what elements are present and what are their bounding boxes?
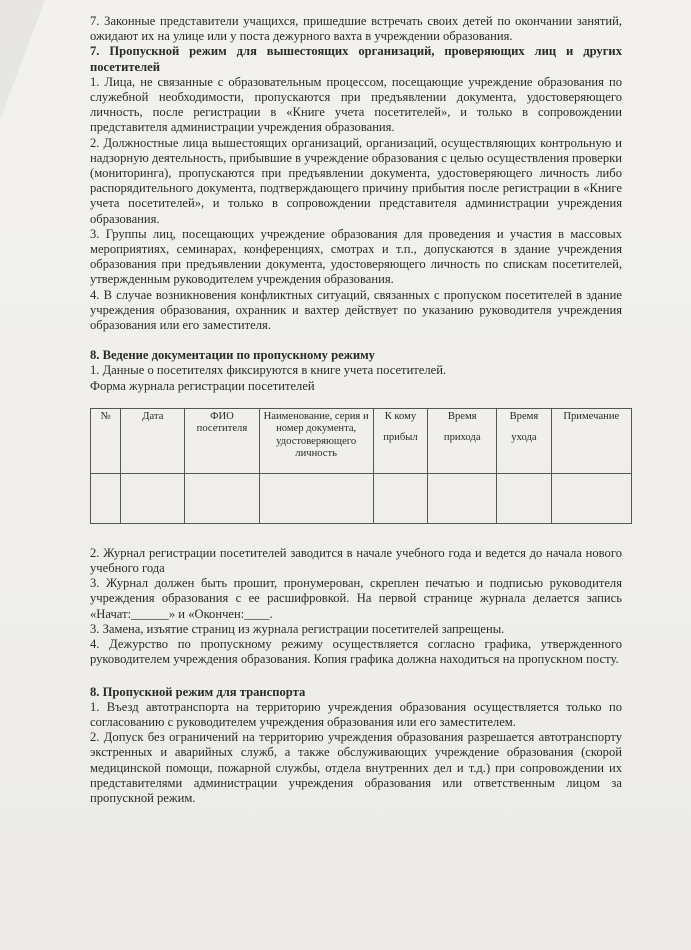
section-heading-8-documentation: 8. Ведение документации по пропускному режиму	[90, 348, 375, 363]
header-arrival-line2: прихода	[443, 432, 481, 444]
paragraph-8-4: 4. Дежурство по пропускному режиму осуществляется согласно графика, утвержденного руководителем учреждения образования. Копия графика должна находиться на пропускном посту.	[90, 637, 622, 667]
spacer	[90, 668, 622, 685]
header-to-whom	[373, 408, 428, 473]
header-departure-line1: Время	[509, 410, 539, 422]
visitor-log-table	[90, 408, 632, 524]
section-heading-7: 7. Пропускной режим для вышестоящих организаций, проверяющих лиц и других посетителей	[90, 44, 622, 74]
section-heading-8-transport: 8. Пропускной режим для транспорта	[90, 684, 306, 699]
table-cell	[428, 473, 497, 523]
paragraph-7-3: 3. Группы лиц, посещающих учреждение образования для проведения и участия в массовых мероприятиях, семинарах, конференциях, смотрах и т.п., допускаются в здание учреждения образования при предъявлении документа, удостоверяющего личность по спискам посетителей, утвержденным руководителем учреждения образования.	[90, 226, 622, 287]
table-cell	[373, 473, 428, 523]
table-header-row	[91, 408, 632, 473]
table-empty-row	[91, 473, 632, 523]
header-document: Наименование, серия и номер документа, удостоверяющего личность	[259, 408, 373, 473]
header-to-whom-line2: прибыл	[383, 432, 418, 444]
header-arrival-time	[428, 408, 497, 473]
table-cell	[91, 473, 121, 523]
paragraph-transport-1: 1. Въезд автотранспорта на территорию учреждения образования осуществляется только по согласованию с руководителем учреждения образования или его заместителем.	[90, 699, 622, 729]
header-departure-line2: ухода	[511, 432, 537, 444]
table-caption: Форма журнала регистрации посетителей	[90, 378, 315, 393]
paragraph-7-2: 2. Должностные лица вышестоящих организаций, организаций, осуществляющих контрольную и надзорную деятельность, прибывшие в учреждение образования с целью осуществления проверки (мониторинга), пропускаются при предъявлении документа, удостоверяющего личность либо распорядительного документа, подтверждающего причину прибытия после регистрации в «Книге учета посетителей», и только в сопровождении представителя администрации учреждения образования.	[90, 135, 622, 226]
paragraph-7-7: 7. Законные представители учащихся, пришедшие встречать своих детей по окончании занятий, ожидают их на улице или у поста дежурного вахта в учреждении образования.	[90, 14, 622, 44]
header-visitor-name: ФИО посетителя	[185, 408, 259, 473]
header-departure-time	[497, 408, 551, 473]
table-cell	[121, 473, 185, 523]
page-fold-shadow	[0, 0, 45, 120]
table-cell	[259, 473, 373, 523]
paragraph-7-1: 1. Лица, не связанные с образовательным процессом, посещающие учреждение образования по служебной необходимости, пропускаются при предъявлении документа, удостоверяющего личность, после регистрации в «Книге учета посетителей», и только в сопровождении представителя администрации учреждения образования.	[90, 74, 622, 135]
table-cell	[551, 473, 631, 523]
paragraph-transport-2: 2. Допуск без ограничений на территорию учреждения образования разрешается автотранспорту экстренных и аварийных служб, а также обслуживающих учреждение образования (скорой медицинской помощи, пожарной службы, отдела внутренних дел и т.д.) при сопровождении их представителями администрации учреждения образования или ответственным лицом за пропускной режим.	[90, 730, 622, 805]
header-to-whom-line1: К кому	[384, 410, 417, 422]
spacer	[90, 333, 622, 348]
paragraph-8-2: 2. Журнал регистрации посетителей заводится в начале учебного года и ведется до начала нового учебного года	[90, 545, 622, 576]
paragraph-8-1: 1. Данные о посетителях фиксируются в книге учета посетителей.	[90, 363, 447, 378]
paragraph-8-3b: 3. Замена, изъятие страниц из журнала регистрации посетителей запрещены.	[90, 621, 505, 636]
table-cell	[185, 473, 259, 523]
header-arrival-line1: Время	[447, 410, 477, 422]
header-date: Дата	[121, 408, 185, 473]
document-content	[90, 14, 622, 806]
table-cell	[497, 473, 551, 523]
paragraph-7-4: 4. В случае возникновения конфликтных ситуаций, связанных с пропуском посетителей в здание учреждения образования, охранник и вахтер действует по указанию руководителя учреждения образования или его заместителя.	[90, 287, 622, 333]
header-notes: Примечание	[551, 408, 631, 473]
paragraph-8-3: 3. Журнал должен быть прошит, пронумерован, скреплен печатью и подписью руководителя учреждения образования с ее расшифровкой. На первой странице журнала делается запись «Начат:______» и «Окончен:____.	[90, 576, 622, 621]
header-number: №	[91, 408, 121, 473]
